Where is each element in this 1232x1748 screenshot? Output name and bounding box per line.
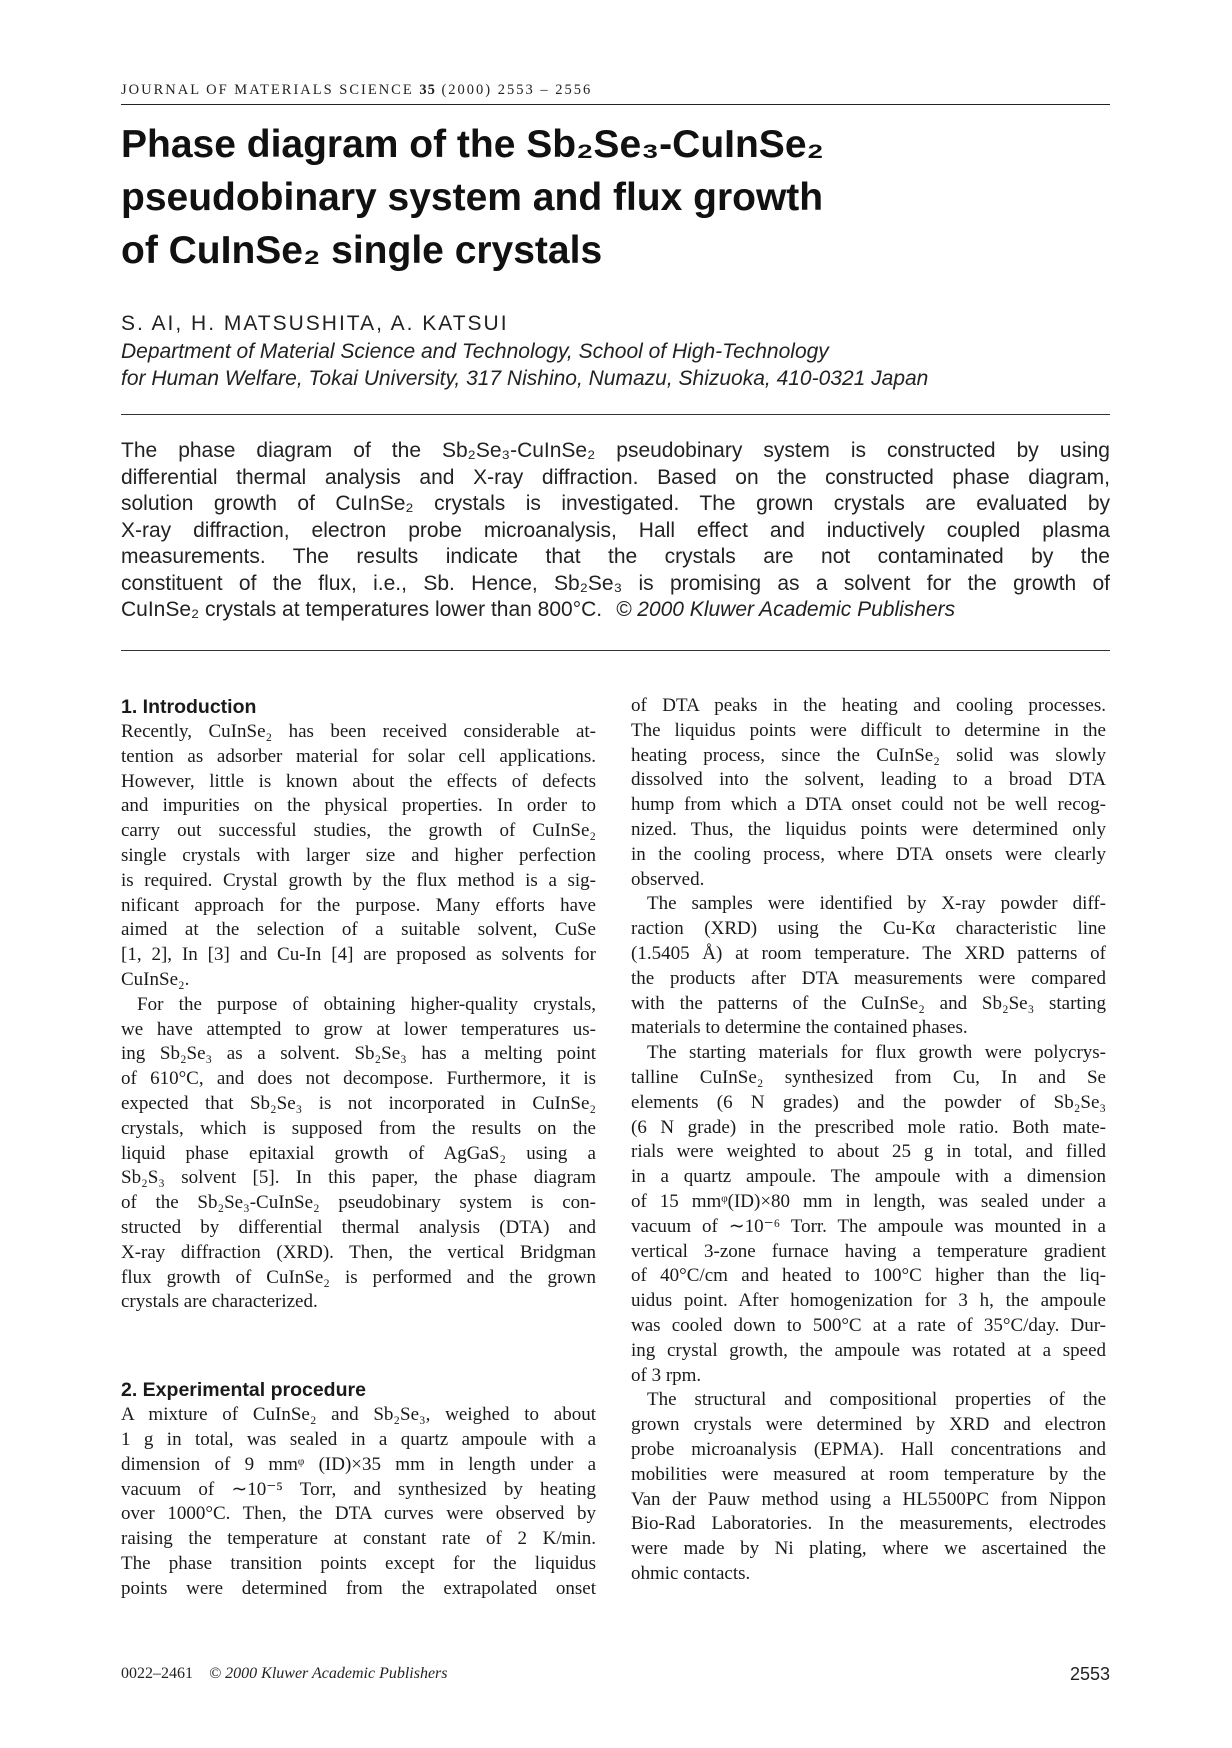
section-heading-introduction: 1. Introduction bbox=[121, 696, 257, 718]
text-line: carry out successful studies, the growth of CuInSe₂ bbox=[121, 820, 596, 842]
text-line: nificant approach for the purpose. Many efforts have bbox=[121, 894, 596, 916]
text-line: observed. bbox=[631, 868, 705, 890]
text-line: probe microanalysis (EPMA). Hall concentrations and bbox=[631, 1438, 1106, 1460]
journal-header bbox=[121, 82, 1110, 99]
title-line: pseudobinary system and flux growth bbox=[121, 176, 824, 219]
abstract-body bbox=[121, 438, 1110, 597]
abstract-copyright: © 2000 Kluwer Academic Publishers bbox=[615, 598, 956, 621]
text-line: vacuum of ∼10⁻⁶ Torr. The ampoule was mounted in a bbox=[631, 1215, 1106, 1237]
paragraph bbox=[121, 1403, 596, 1601]
text-line: of the Sb₂Se₃-CuInSe₂ pseudobinary system is con- bbox=[121, 1192, 596, 1214]
paragraph bbox=[631, 694, 1106, 892]
text-line: in the cooling process, where DTA onsets were clearly bbox=[631, 843, 1106, 865]
text-line: X-ray diffraction (XRD). Then, the vertical Bridgman bbox=[121, 1241, 596, 1263]
left-column bbox=[121, 694, 596, 1602]
text-line: Van der Pauw method using a HL5500PC from Nippon bbox=[631, 1488, 1106, 1510]
text-line: talline CuInSe₂ synthesized from Cu, In and Se bbox=[631, 1066, 1106, 1088]
footer-copyright: © 2000 Kluwer Academic Publishers bbox=[209, 1665, 448, 1682]
abstract-line: constituent of the flux, i.e., Sb. Hence, Sb₂Se₃ is promising as a solvent for the growth of bbox=[121, 571, 1110, 595]
journal-year-pages: (2000) 2553 – 2556 bbox=[441, 82, 593, 98]
text-line: single crystals with larger size and higher perfection bbox=[121, 844, 596, 866]
text-line: vertical 3-zone furnace having a temperature gradient bbox=[631, 1240, 1106, 1262]
text-line: of 610°C, and does not decompose. Furthermore, it is bbox=[121, 1068, 596, 1090]
affiliation-line: for Human Welfare, Tokai University, 317 Nishino, Numazu, Shizuoka, 410-0321 Japan bbox=[121, 367, 929, 390]
right-column bbox=[631, 694, 1106, 1587]
text-line: aimed at the selection of a suitable solvent, CuSe bbox=[121, 919, 596, 941]
title-line: Phase diagram of the Sb₂Se₃-CuInSe₂ bbox=[121, 123, 824, 166]
journal-volume: 35 bbox=[419, 82, 436, 98]
paragraph bbox=[121, 720, 596, 993]
text-line: The structural and compositional properties of the bbox=[647, 1389, 1106, 1411]
abstract-line: The phase diagram of the Sb₂Se₃-CuInSe₂ pseudobinary system is constructed by using bbox=[121, 439, 1110, 462]
text-line: mobilities were measured at room temperature by the bbox=[631, 1463, 1106, 1485]
text-line: liquid phase epitaxial growth of AgGaS₂ using a bbox=[121, 1142, 596, 1164]
text-line: and impurities on the physical properties. In order to bbox=[121, 795, 596, 817]
text-line: uidus point. After homogenization for 3 h, the ampoule bbox=[631, 1290, 1106, 1312]
text-line: 1 g in total, was sealed in a quartz ampoule with a bbox=[121, 1428, 596, 1450]
text-line: For the purpose of obtaining higher-quality crystals, bbox=[137, 993, 596, 1015]
paper-title bbox=[121, 118, 1021, 277]
text-line: ing Sb₂Se₃ as a solvent. Sb₂Se₃ has a melting point bbox=[121, 1043, 596, 1065]
abstract-line: X-ray diffraction, electron probe microanalysis, Hall effect and inductively coupled plasma bbox=[121, 518, 1110, 542]
text-line: [1, 2], In [3] and Cu-In [4] are proposed as solvents for bbox=[121, 944, 596, 966]
text-line: dimension of 9 mmᵠ (ID)×35 mm in length under a bbox=[121, 1453, 596, 1475]
text-line: The liquidus points were difficult to determine in the bbox=[631, 719, 1106, 741]
text-line: The starting materials for flux growth were polycrys- bbox=[647, 1042, 1106, 1064]
title-line: of CuInSe₂ single crystals bbox=[121, 229, 603, 272]
text-line: Recently, CuInSe₂ has been received considerable at- bbox=[121, 721, 596, 742]
abstract bbox=[121, 438, 1110, 624]
text-line: However, little is known about the effects of defects bbox=[121, 770, 596, 792]
paragraph bbox=[121, 993, 596, 1315]
text-line: structed by differential thermal analysis (DTA) and bbox=[121, 1216, 596, 1238]
text-line: The phase transition points except for the liquidus bbox=[121, 1552, 596, 1574]
abstract-line: measurements. The results indicate that the crystals are not contaminated by the bbox=[121, 545, 1110, 568]
text-line: A mixture of CuInSe₂ and Sb₂Se₃, weighed to about bbox=[121, 1404, 596, 1426]
text-line: of 3 rpm. bbox=[631, 1364, 702, 1386]
text-line: expected that Sb₂Se₃ is not incorporated in CuInSe₂ bbox=[121, 1092, 596, 1114]
text-line: CuInSe₂. bbox=[121, 968, 190, 990]
footer-left bbox=[121, 1665, 448, 1683]
abstract-top-rule bbox=[121, 414, 1110, 415]
text-line: The samples were identified by X-ray powder diff- bbox=[647, 893, 1106, 915]
abstract-line: solution growth of CuInSe₂ crystals is investigated. The grown crystals are evaluated by bbox=[121, 492, 1110, 515]
paragraph bbox=[631, 1388, 1106, 1586]
text-line: hump from which a DTA onset could not be well recog- bbox=[631, 794, 1106, 816]
text-line: crystals, which is supposed from the results on the bbox=[121, 1117, 596, 1139]
abstract-line: differential thermal analysis and X-ray diffraction. Based on the constructed phase diagram, bbox=[121, 465, 1110, 489]
text-line: Bio-Rad Laboratories. In the measurements, electrodes bbox=[631, 1513, 1106, 1535]
text-line: of 15 mmᵠ(ID)×80 mm in length, was sealed under a bbox=[631, 1190, 1106, 1212]
text-line: (1.5405 Å) at room temperature. The XRD patterns of bbox=[631, 942, 1106, 964]
text-line: tention as adsorber material for solar cell applications. bbox=[121, 745, 596, 767]
abstract-text: CuInSe₂ crystals at temperatures lower than 800°C. bbox=[121, 598, 603, 621]
paragraph bbox=[631, 892, 1106, 1041]
abstract-bottom-rule bbox=[121, 650, 1110, 651]
section-spacer bbox=[121, 1315, 596, 1377]
issn: 0022–2461 bbox=[121, 1665, 193, 1682]
text-line: rials were weighted to about 25 g in total, and filled bbox=[631, 1141, 1106, 1163]
text-line: grown crystals were determined by XRD and electron bbox=[631, 1414, 1106, 1436]
text-line: of 40°C/cm and heated to 100°C higher than the liq- bbox=[631, 1265, 1106, 1287]
text-line: dissolved into the solvent, leading to a broad DTA bbox=[631, 769, 1106, 791]
journal-name: JOURNAL OF MATERIALS SCIENCE bbox=[121, 82, 414, 98]
text-line: nized. Thus, the liquidus points were determined only bbox=[631, 818, 1106, 840]
text-line: is required. Crystal growth by the flux method is a sig- bbox=[121, 869, 596, 891]
paragraph bbox=[631, 1041, 1106, 1388]
text-line: materials to determine the contained phases. bbox=[631, 1017, 968, 1039]
header-rule bbox=[121, 104, 1110, 105]
text-line: in a quartz ampoule. The ampoule with a dimension bbox=[631, 1166, 1106, 1188]
text-line: Sb₂S₃ solvent [5]. In this paper, the phase diagram bbox=[121, 1167, 596, 1189]
text-line: vacuum of ∼10⁻⁵ Torr, and synthesized by heating bbox=[121, 1478, 596, 1500]
text-line: ohmic contacts. bbox=[631, 1562, 751, 1584]
text-line: elements (6 N grades) and the powder of Sb₂Se₃ bbox=[631, 1091, 1106, 1113]
author-list: S. AI, H. MATSUSHITA, A. KATSUI bbox=[121, 312, 509, 335]
text-line: over 1000°C. Then, the DTA curves were observed by bbox=[121, 1503, 596, 1525]
section-heading-experimental: 2. Experimental procedure bbox=[121, 1379, 366, 1402]
text-line: heating process, since the CuInSe₂ solid was slowly bbox=[631, 744, 1106, 766]
text-line: the products after DTA measurements were compared bbox=[631, 967, 1106, 989]
text-line: (6 N grade) in the prescribed mole ratio. Both mate- bbox=[631, 1116, 1106, 1138]
page-number: 2553 bbox=[1069, 1664, 1110, 1684]
affiliation bbox=[121, 338, 1101, 392]
text-line: ing crystal growth, the ampoule was rotated at a speed bbox=[631, 1339, 1106, 1361]
text-line: crystals are characterized. bbox=[121, 1291, 318, 1313]
text-line: we have attempted to grow at lower temperatures us- bbox=[121, 1018, 596, 1040]
text-line: raction (XRD) using the Cu-Kα characteristic line bbox=[631, 918, 1106, 940]
text-line: of DTA peaks in the heating and cooling processes. bbox=[631, 695, 1106, 716]
text-line: flux growth of CuInSe₂ is performed and the grown bbox=[121, 1266, 596, 1288]
text-line: raising the temperature at constant rate of 2 K/min. bbox=[121, 1528, 596, 1550]
affiliation-line: Department of Material Science and Technology, School of High-Technology bbox=[121, 340, 829, 363]
text-line: was cooled down to 500°C at a rate of 35°C/day. Dur- bbox=[631, 1314, 1106, 1336]
abstract-last-line bbox=[121, 597, 1110, 624]
text-line: with the patterns of the CuInSe₂ and Sb₂Se₃ starting bbox=[631, 992, 1106, 1014]
text-line: were made by Ni plating, where we ascertained the bbox=[631, 1538, 1106, 1560]
text-line: points were determined from the extrapolated onset bbox=[121, 1577, 596, 1599]
